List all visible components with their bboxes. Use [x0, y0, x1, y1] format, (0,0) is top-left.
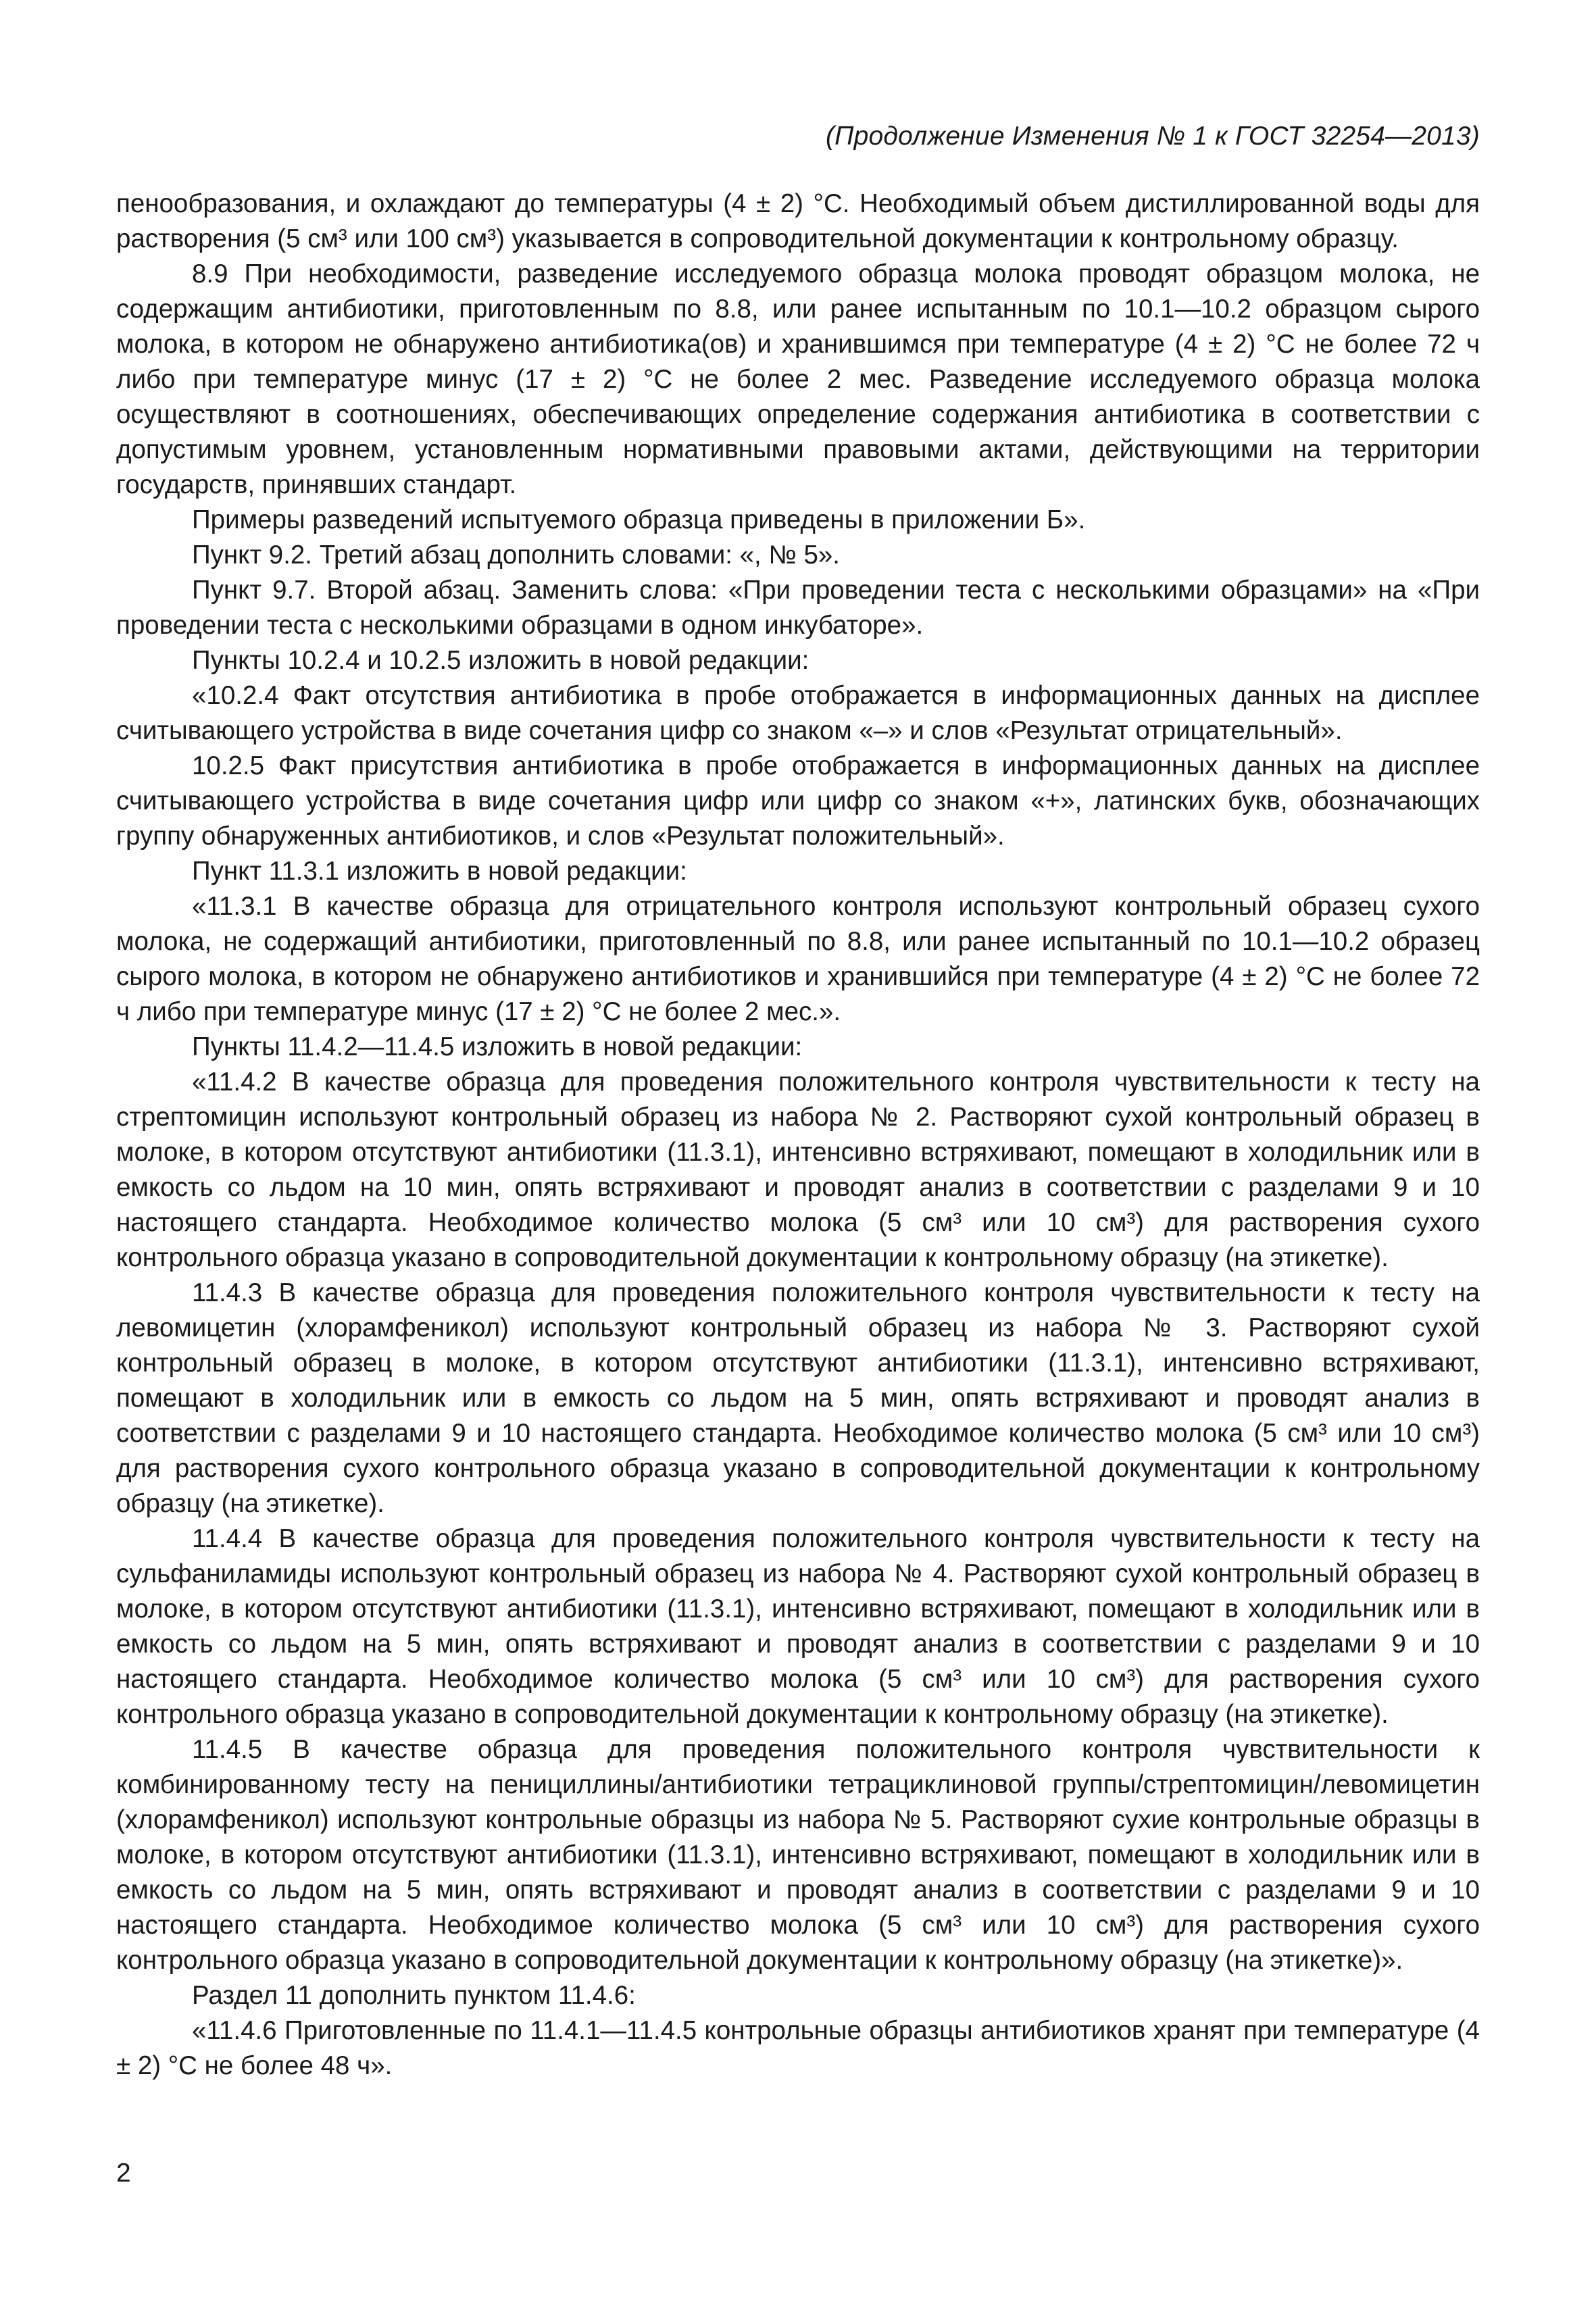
paragraph: Раздел 11 дополнить пунктом 11.4.6: [192, 1981, 636, 2010]
paragraph: «10.2.4 Факт отсутствия антибиотика в пробе отображается в информационных данных на дисплее считывающего устройства в виде сочетания цифр со знаком «–» и слов «Результат отрицательный». [116, 681, 1480, 745]
paragraph: «11.4.2 В качестве образца для проведения положительного контроля чувствительности к тесту на стрептомицин используют контрольный образец из набора № 2. Растворяют сухой контрольный образец в молоке, в котором отсутствуют антибиотики (11.3.1), интенсивно встряхивают, помещают в холодильник или в емкость со льдом на 10 мин, опять встряхивают и проводят анализ в соответствии с разделами 9 и 10 настоящего стандарта. Необходимое количество молока (5 см³ или 10 см³) для растворения сухого контрольного образца указано в сопроводительной документации к контрольному образцу (на этикетке). [116, 1067, 1480, 1272]
paragraph: 10.2.5 Факт присутствия антибиотика в пробе отображается в информационных данных на дисплее считывающего устройства в виде сочетания цифр или цифр со знаком «+», латинских букв, обозначающих группу обнаруженных антибиотиков, и слов «Результат положительный». [116, 751, 1480, 851]
paragraph: 8.9 При необходимости, разведение исследуемого образца молока проводят образцом молока, не содержащим антибиотики, приготовленным по 8.8, или ранее испытанным по 10.1—10.2 образцом сырого молока, в котором не обнаружено антибиотика(ов) и хранившимся при температуре (4 ± 2) °С не более 72 ч либо при температуре минус (17 ± 2) °С не более 2 мес. Разведение исследуемого образца молока осуществляют в соотношениях, обеспечивающих определение содержания антибиотика в соответствии с допустимым уровнем, установленным нормативными правовыми актами, действующими на территории государств, принявших стандарт. [116, 259, 1480, 499]
paragraph: Пункты 10.2.4 и 10.2.5 изложить в новой редакции: [192, 646, 809, 675]
paragraph: «11.3.1 В качестве образца для отрицательного контроля используют контрольный образец сухого молока, не содержащий антибиотики, приготовленный по 8.8, или ранее испытанный по 10.1—10.2 образец сырого молока, в котором не обнаружено антибиотиков и хранившийся при температуре (4 ± 2) °С не более 72 ч либо при температуре минус (17 ± 2) °С не более 2 мес.». [116, 892, 1480, 1026]
running-header: (Продолжение Изменения № 1 к ГОСТ 32254—2013) [825, 122, 1480, 151]
paragraph: Пункты 11.4.2—11.4.5 изложить в новой редакции: [192, 1032, 803, 1061]
paragraph: 11.4.3 В качестве образца для проведения положительного контроля чувствительности к тесту на левомицетин (хлорамфеникол) используют контрольный образец из набора № 3. Растворяют сухой контрольный образец в молоке, в котором отсутствуют антибиотики (11.3.1), интенсивно встряхивают, помещают в холодильник или в емкость со льдом на 5 мин, опять встряхивают и проводят анализ в соответствии с разделами 9 и 10 настоящего стандарта. Необходимое количество молока (5 см³ или 10 см³) для растворения сухого контрольного образца указано в сопроводительной документации к контрольному образцу (на этикетке). [116, 1278, 1480, 1518]
paragraph: Примеры разведений испытуемого образца приведены в приложении Б». [192, 505, 1086, 534]
paragraph: 11.4.5 В качестве образца для проведения положительного контроля чувствительности к комбинированному тесту на пенициллины/антибиотики тетрациклиновой группы/стрептомицин/левомицетин (хлорамфеникол) используют контрольные образцы из набора № 5. Растворяют сухие контрольные образцы в молоке, в котором отсутствуют антибиотики (11.3.1), интенсивно встряхивают, помещают в холодильник или в емкость со льдом на 5 мин, опять встряхивают и проводят анализ в соответствии с разделами 9 и 10 настоящего стандарта. Необходимое количество молока (5 см³ или 10 см³) для растворения сухого контрольного образца указано в сопроводительной документации к контрольному образцу (на этикетке)». [116, 1735, 1480, 1975]
paragraph: Пункт 9.7. Второй абзац. Заменить слова: «При проведении теста с несколькими образцами» на «При проведении теста с несколькими образцами в одном инкубаторе». [116, 576, 1480, 640]
paragraph: 11.4.4 В качестве образца для проведения положительного контроля чувствительности к тесту на сульфаниламиды используют контрольный образец из набора № 4. Растворяют сухой контрольный образец в молоке, в котором отсутствуют антибиотики (11.3.1), интенсивно встряхивают, помещают в холодильник или в емкость со льдом на 5 мин, опять встряхивают и проводят анализ в соответствии с разделами 9 и 10 настоящего стандарта. Необходимое количество молока (5 см³ или 10 см³) для растворения сухого контрольного образца указано в сопроводительной документации к контрольному образцу (на этикетке). [116, 1524, 1480, 1729]
paragraph: пенообразования, и охлаждают до температуры (4 ± 2) °С. Необходимый объем дистиллированной воды для растворения (5 см³ или 100 см³) указывается в сопроводительной документации к контрольному образцу. [116, 189, 1480, 253]
paragraph: Пункт 9.2. Третий абзац дополнить словами: «, № 5». [192, 540, 840, 570]
paragraph: «11.4.6 Приготовленные по 11.4.1—11.4.5 контрольные образцы антибиотиков хранят при температуре (4 ± 2) °С не более 48 ч». [116, 2016, 1480, 2080]
paragraph: Пункт 11.3.1 изложить в новой редакции: [192, 857, 687, 886]
body-text [116, 186, 1480, 2084]
page-number: 2 [116, 2159, 131, 2188]
